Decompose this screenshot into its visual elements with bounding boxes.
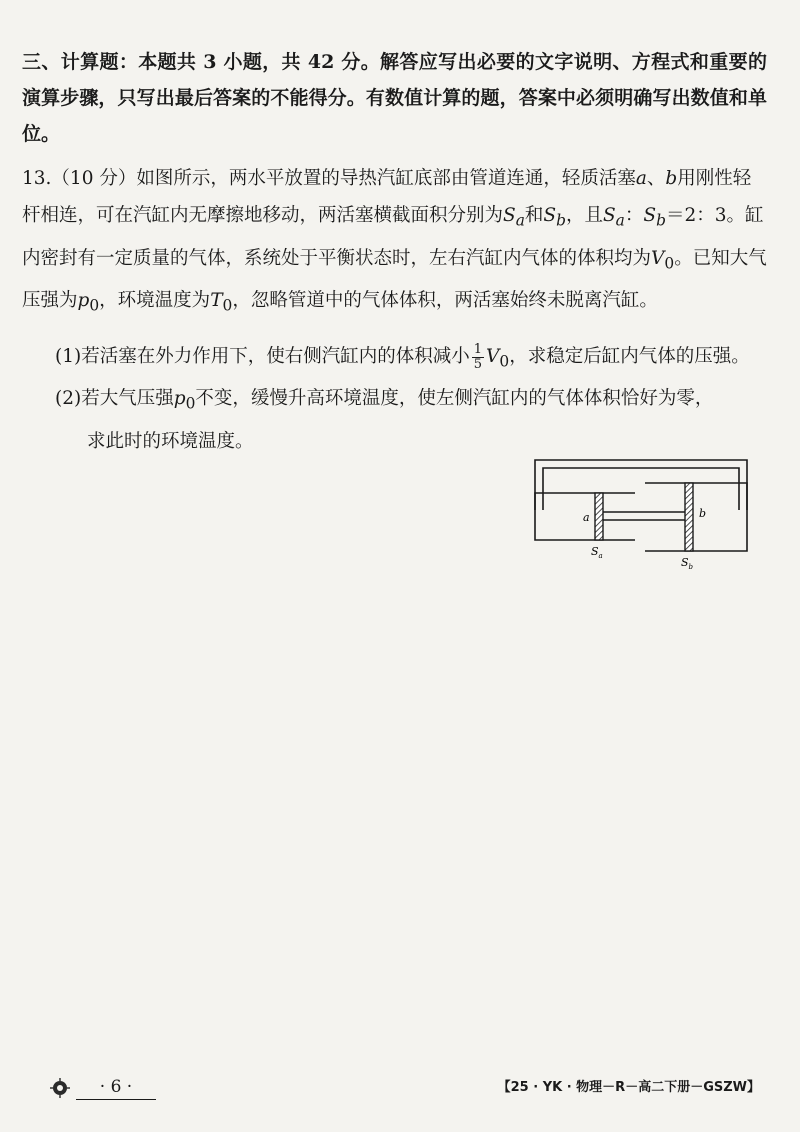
label-sb-s: S: [681, 556, 689, 569]
ratio-b-symbol: S: [643, 205, 657, 226]
stem-part-6: ，环境温度为: [99, 290, 211, 312]
sub-question-2: [55, 380, 767, 460]
area-b-symbol: S: [543, 205, 557, 226]
label-sb: [681, 556, 694, 571]
fraction-denominator: 5: [473, 356, 482, 372]
separator: 、: [646, 168, 666, 189]
piston-a-symbol: a: [635, 168, 647, 189]
right-cylinder: [645, 483, 747, 551]
area-a-subscript: a: [515, 211, 525, 230]
publisher-logo-icon: [50, 1078, 70, 1098]
sub1-text-b: ，求稳定后缸内气体的压强。: [509, 346, 750, 367]
ratio-colon: ：: [624, 205, 644, 226]
cylinder-diagram: [525, 455, 765, 575]
fraction-one-fifth: [472, 343, 484, 372]
p0-symbol: p: [77, 290, 90, 312]
piston-b: [685, 483, 693, 551]
v0-symbol: V: [651, 247, 665, 269]
label-sa-s: S: [591, 545, 599, 558]
connecting-pipe: [535, 460, 747, 510]
sub1-v-symbol: V: [486, 346, 500, 367]
ratio-b-subscript: b: [656, 211, 666, 230]
question-13-stem: [22, 160, 767, 325]
ratio-a-symbol: S: [602, 205, 616, 226]
p0-subscript: 0: [89, 297, 100, 316]
question-number: 13.: [22, 168, 52, 189]
stem-part-4: ＝2：3。缸内密封有一定质量的气体，系统处于平衡状态时，左右汽缸内气体的体积均为: [22, 205, 764, 269]
area-b-subscript: b: [556, 211, 566, 230]
sub2-text-b: 不变，缓慢升高环境温度，使左侧汽缸内的气体体积恰好为零，: [195, 388, 714, 409]
stem-part-1: 如图所示，两水平放置的导热汽缸底部由管道连通，轻质活塞: [136, 168, 636, 189]
stem-part-3: ，且: [565, 205, 603, 226]
piston-b-symbol: b: [665, 168, 678, 189]
stem-part-5: 。已知大气压强为: [22, 247, 767, 312]
stem-part-2: 用刚性轻杆相连，可在汽缸内无摩擦地移动，两活塞横截面积分别为: [22, 168, 752, 226]
sub1-text-a: (1)若活塞在外力作用下，使右侧汽缸内的体积减小: [55, 346, 470, 367]
section-heading: 三、计算题：本题共 3 小题，共 42 分。解答应写出必要的文字说明、方程式和重要的演算步骤，只写出最后答案的不能得分。有数值计算的题，答案中必须明确写出数值和单位。: [22, 51, 767, 145]
fraction-numerator: 1: [473, 341, 482, 357]
piston-a: [595, 493, 603, 540]
footer-code: 【25 · YK · 物理－R－高二下册－GSZW】: [497, 1080, 760, 1095]
sub2-text-c: 求此时的环境温度。: [87, 430, 254, 452]
footer-left: [50, 1075, 160, 1105]
connecting-rod: [603, 512, 685, 520]
sub2-p-symbol: p: [173, 388, 186, 409]
sub1-v-subscript: 0: [499, 352, 510, 371]
v0-subscript: 0: [664, 254, 675, 273]
label-sa: [591, 545, 603, 560]
question-points: （10 分）: [51, 168, 137, 189]
label-sb-sub: b: [688, 563, 694, 571]
label-a: a: [583, 511, 590, 524]
area-a-symbol: S: [503, 205, 516, 226]
sub2-p-subscript: 0: [185, 394, 196, 413]
label-sa-sub: a: [598, 552, 603, 560]
page-number: · 6 ·: [76, 1075, 156, 1100]
sub2-text-a: (2)若大气压强: [55, 388, 174, 409]
ratio-a-subscript: a: [615, 211, 625, 230]
t0-symbol: T: [210, 290, 223, 312]
t0-subscript: 0: [222, 297, 233, 316]
sub-question-1: [55, 338, 767, 381]
stem-part-7: ，忽略管道中的气体体积，两活塞始终未脱离汽缸。: [232, 290, 658, 312]
and-word: 和: [524, 205, 544, 226]
label-b: b: [699, 507, 707, 520]
